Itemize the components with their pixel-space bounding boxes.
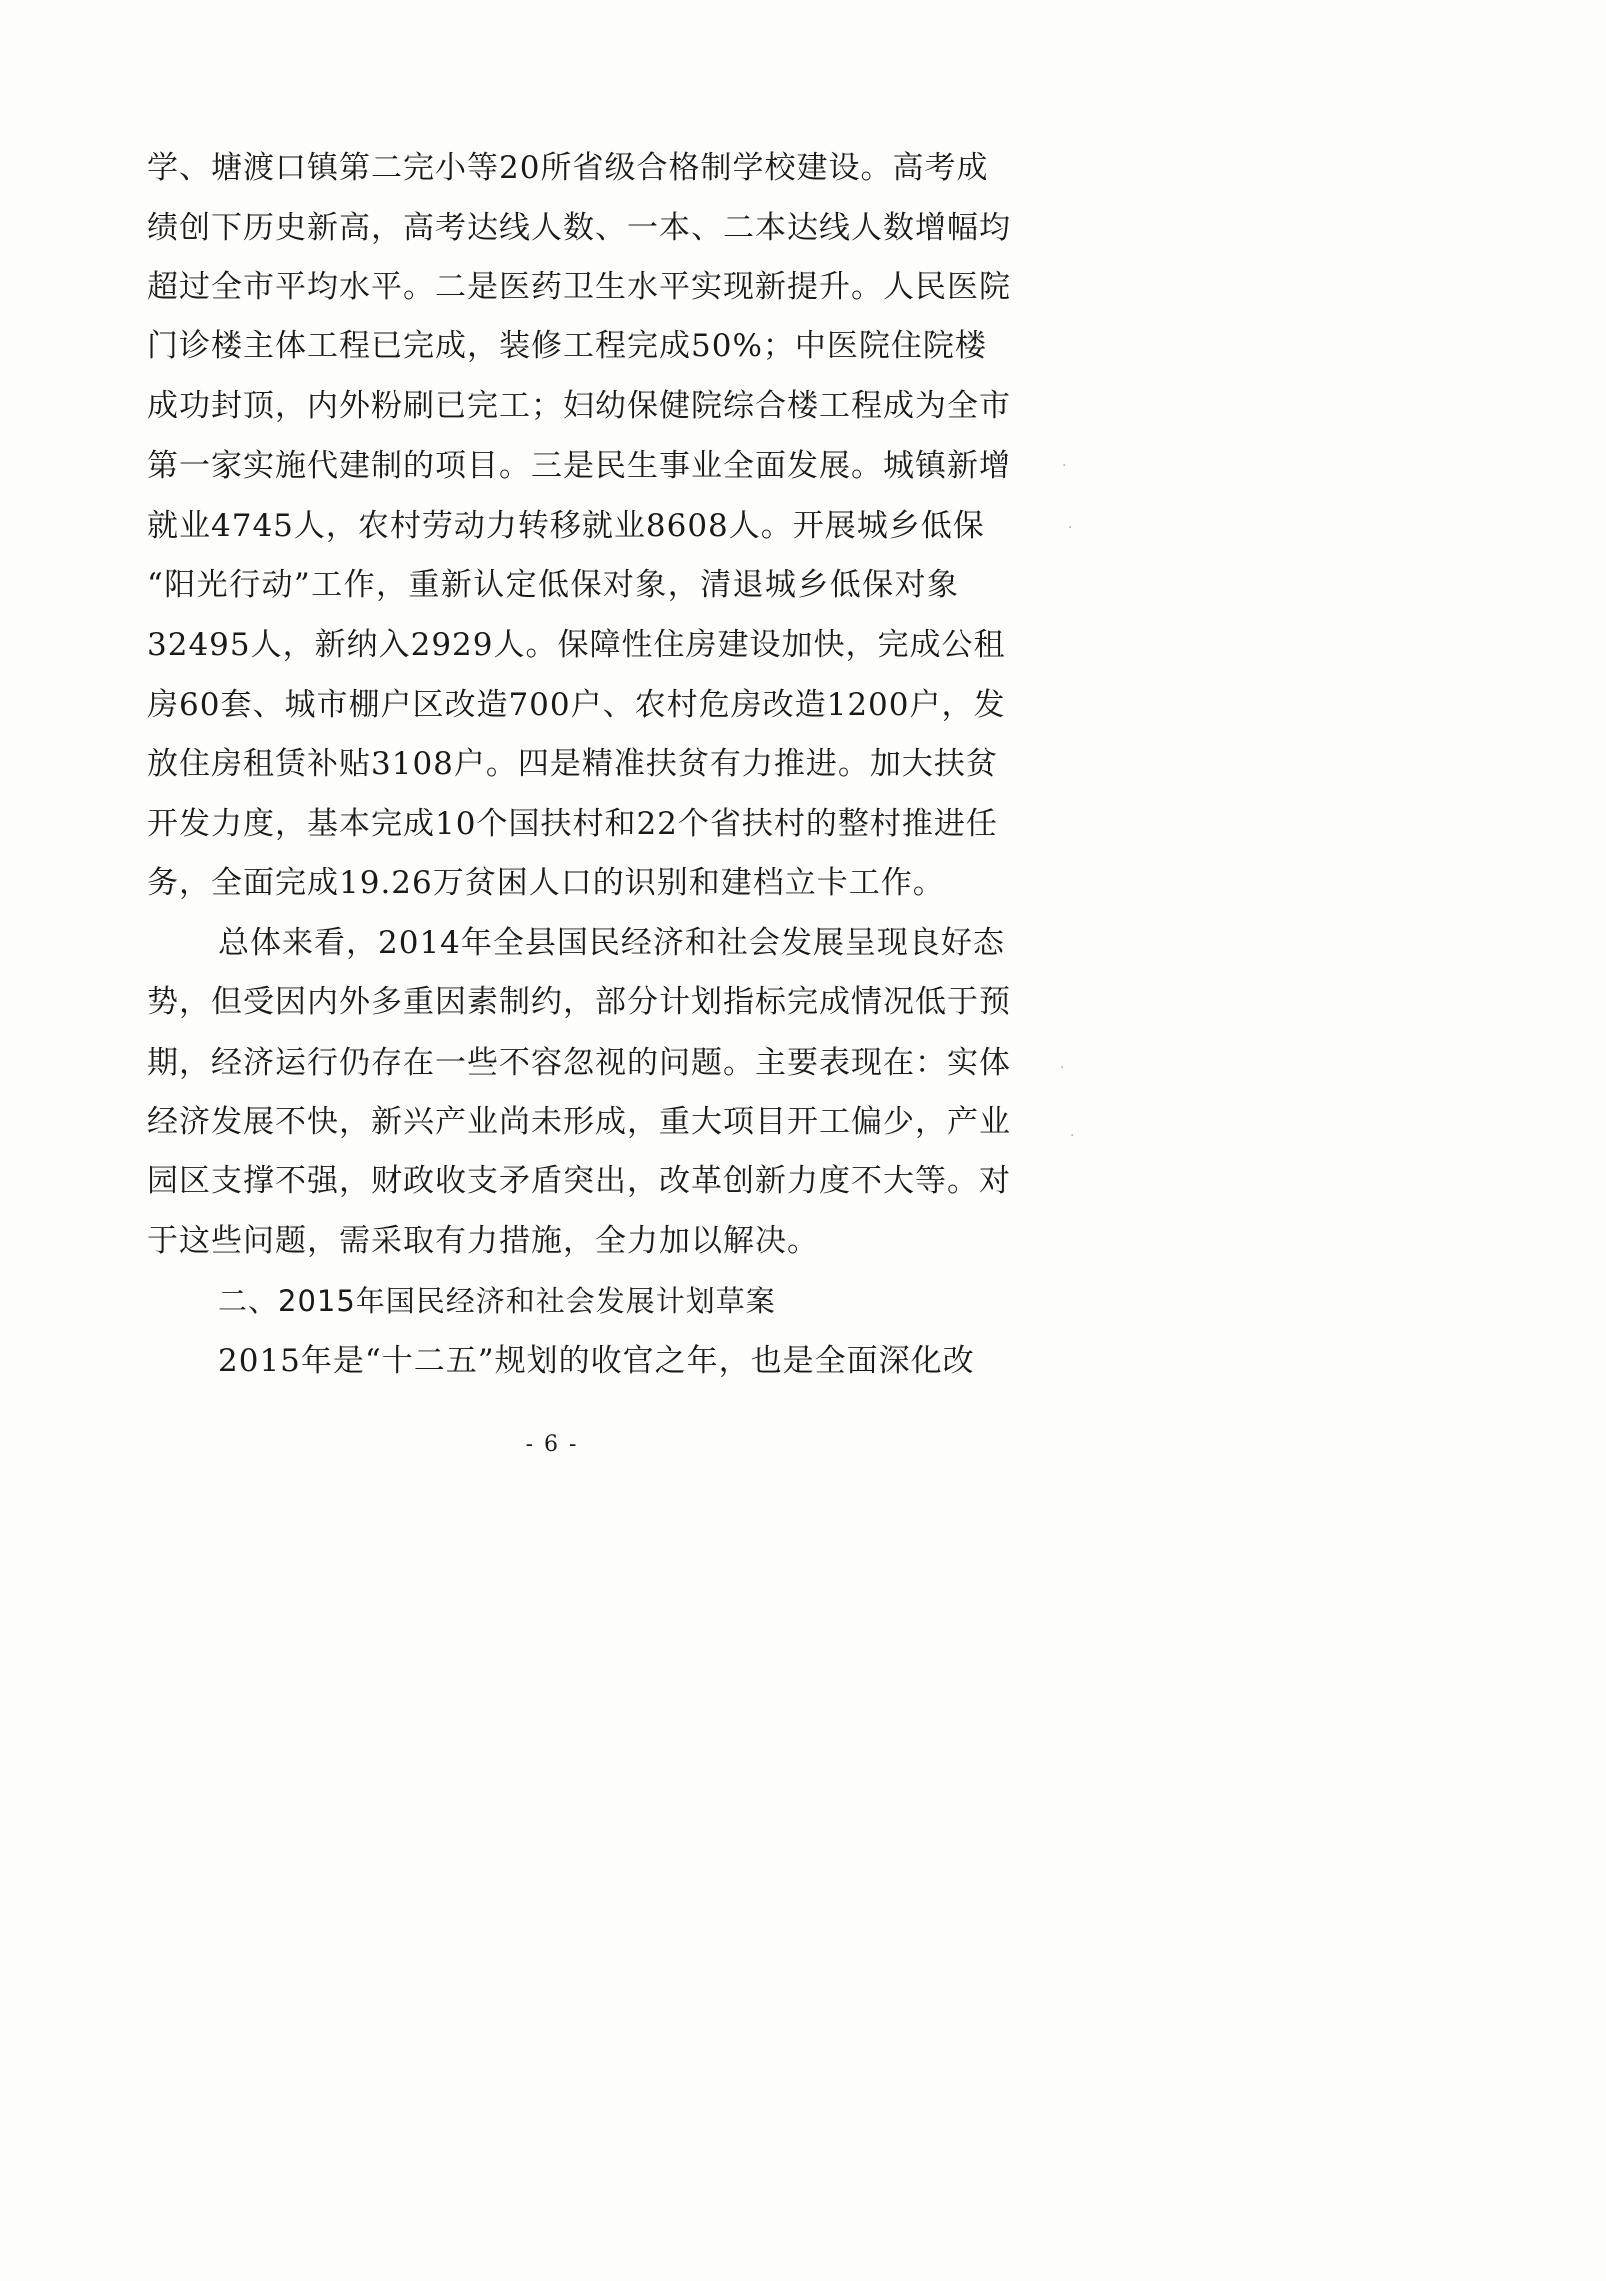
paragraph-line: 32495人，新纳入2929人。保障性住房建设加快，完成公租: [147, 627, 1006, 663]
paragraph-line: 务，全面完成19.26万贫困人口的识别和建档立卡工作。: [147, 865, 945, 901]
paragraph-line: 开发力度，基本完成10个国扶村和22个省扶村的整村推进任: [147, 806, 998, 842]
paragraph-line: 学、塘渡口镇第二完小等20所省级合格制学校建设。高考成: [147, 150, 989, 186]
scan-speck: ·: [1060, 1060, 1065, 1076]
paragraph-line: 期，经济运行仍存在一些不容忽视的问题。主要表现在：实体: [147, 1045, 1011, 1081]
paragraph-line: 总体来看，2014年全县国民经济和社会发展呈现良好态: [218, 925, 1005, 961]
paragraph-line: 于这些问题，需采取有力措施，全力加以解决。: [147, 1223, 819, 1259]
paragraph-line: 成功封顶，内外粉刷已完工；妇幼保健院综合楼工程成为全市: [147, 388, 1011, 424]
paragraph-line: 超过全市平均水平。二是医药卫生水平实现新提升。人民医院: [147, 269, 1011, 305]
paragraph-line: 放住房租赁补贴3108户。四是精准扶贫有力推进。加大扶贫: [147, 746, 998, 782]
paragraph-line: “阳光行动”工作，重新认定低保对象，清退城乡低保对象: [147, 567, 959, 603]
paragraph-line: 势，但受因内外多重因素制约，部分计划指标完成情况低于预: [147, 984, 1011, 1020]
paragraph-line: 园区支撑不强，财政收支矛盾突出，改革创新力度不大等。对: [147, 1163, 1011, 1199]
paragraph-line: 经济发展不快，新兴产业尚未形成，重大项目开工偏少，产业: [147, 1104, 1011, 1140]
scan-speck: ·: [1062, 458, 1067, 474]
document-page: [0, 0, 1104, 1568]
paragraph-3-line: 2015年是“十二五”规划的收官之年，也是全面深化改: [218, 1343, 975, 1379]
paragraph-line: 房60套、城市棚户区改造700户、农村危房改造1200户，发: [147, 687, 1006, 723]
scan-speck: ·: [1068, 520, 1073, 536]
page-number: - 6 -: [525, 1432, 579, 1457]
section-heading: 二、2015年国民经济和社会发展计划草案: [218, 1284, 776, 1318]
paragraph-line: 门诊楼主体工程已完成，装修工程完成50%；中医院住院楼: [147, 328, 987, 364]
paragraph-line: 就业4745人，农村劳动力转移就业8608人。开展城乡低保: [147, 508, 985, 544]
paragraph-line: 绩创下历史新高，高考达线人数、一本、二本达线人数增幅均: [147, 210, 1011, 246]
scan-speck: ·: [1070, 1128, 1075, 1144]
paragraph-line: 第一家实施代建制的项目。三是民生事业全面发展。城镇新增: [147, 448, 1011, 484]
